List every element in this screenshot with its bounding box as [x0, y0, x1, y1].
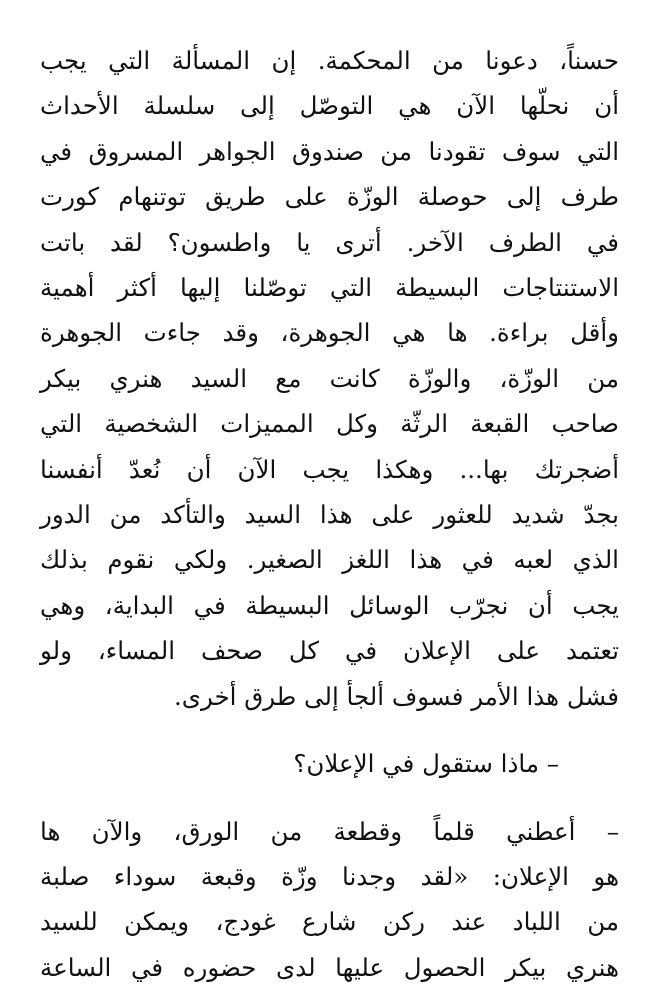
text-line: يجب أن نجرّب الوسائل البسيطة في البداية، وهي [40, 590, 619, 620]
text-line: من اللباد عند ركن شارع غودج، ويمكن للسيد [40, 907, 619, 937]
text-line: بجدّ شديد للعثور على هذا السيد والتأكد من الدور [40, 500, 619, 530]
paragraph-spacer [40, 787, 619, 809]
paragraph-watson-question [40, 741, 619, 786]
text-line: فشل هذا الأمر فسوف ألجأ إلى طرق أخرى. [174, 681, 619, 711]
text-line: الاستنتاجات البسيطة التي توصّلنا إليها أكثر أهمية [40, 273, 619, 303]
text-line: طرف إلى حوصلة الوزّة على طريق توتنهام كورت [40, 182, 619, 212]
text-line: – أعطني قلماً وقطعة من الورق، والآن ها [40, 816, 619, 846]
paragraph-spacer [40, 719, 619, 741]
text-line: – ماذا ستقول في الإعلان؟ [293, 749, 559, 779]
paragraph-holmes-reasoning [40, 38, 619, 719]
text-line: أضجرتك بها... وهكذا يجب الآن أن نُعدّ أنفسنا [40, 454, 619, 484]
text-line: حسناً، دعونا من المحكمة. إن المسألة التي يجب [40, 46, 619, 75]
paragraph-advertisement [40, 809, 619, 991]
text-line: هو الإعلان: «لقد وجدنا وزّة وقبعة سوداء صلبة [40, 861, 619, 891]
text-line: من الوزّة، والوزّة كانت مع السيد هنري بيكر [40, 363, 619, 393]
text-line: تعتمد على الإعلان في كل صحف المساء، ولو [40, 636, 619, 666]
text-line: هنري بيكر الحصول عليها لدى حضوره في الساعة [40, 952, 619, 982]
text-line: صاحب القبعة الرثّة وكل المميزات الشخصية التي [40, 409, 619, 439]
text-line: وأقل براءة. ها هي الجوهرة، وقد جاءت الجوهرة [40, 318, 619, 348]
text-line: التي سوف تقودنا من صندوق الجواهر المسروق في [40, 136, 619, 166]
text-line: أن نحلّها الآن هي التوصّل إلى سلسلة الأحداث [40, 91, 619, 121]
text-line: الذي لعبه في هذا اللغز الصغير. ولكي نقوم بذلك [40, 545, 619, 575]
document-page [40, 38, 619, 1000]
text-line: في الطرف الآخر. أترى يا واطسون؟ لقد باتت [40, 227, 619, 257]
